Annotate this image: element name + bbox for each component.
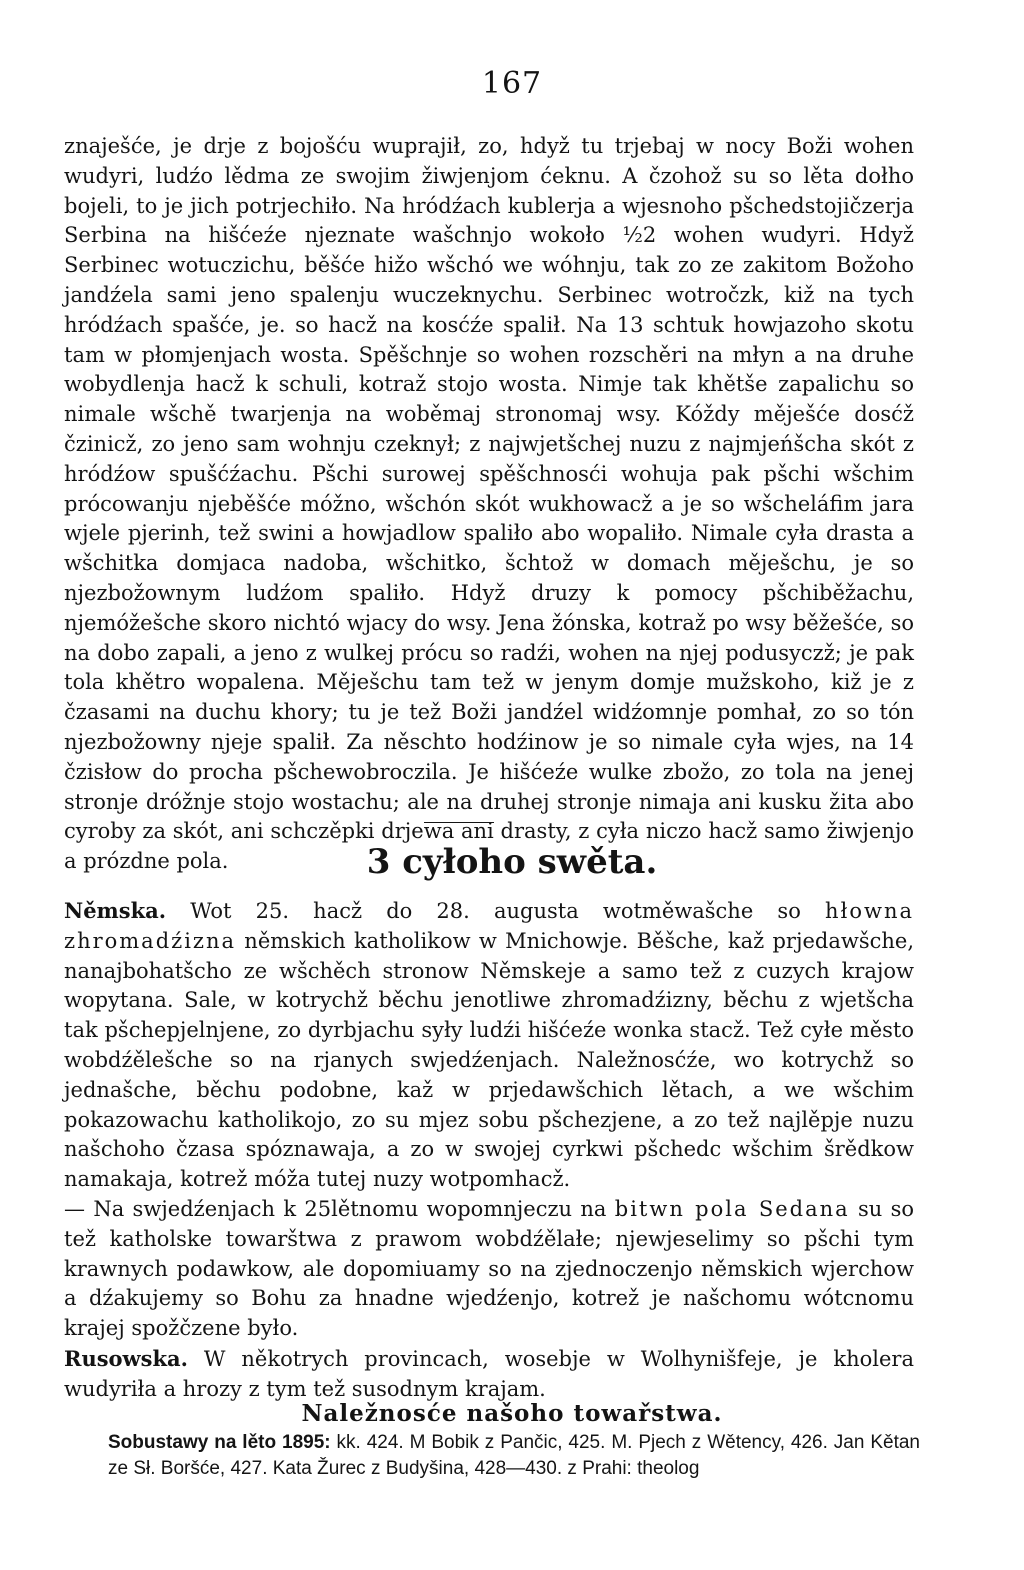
germany-text-c: — Na swjedźenjach k 25lětnomu wopomnjeczu na xyxy=(64,1196,615,1221)
country-label-russia: Rusowska. xyxy=(64,1345,188,1371)
news-section xyxy=(64,896,914,1405)
section-heading: 3 cyłoho swěta. xyxy=(366,842,658,882)
footer-lead: Sobustawy na lěto 1895: xyxy=(108,1432,331,1453)
germany-text-d: su so tež katholske towarštwa z prawom wobdźělałe; njewjeselimy so pšchi tym krawnych podawkow, ale dopomiuamy so na zjednoczenjo němskich wjerchow a dźakujemy so Bohu za hnadne wjedźenjo, kotrež je našchomu wótcnomu krajej spožčzene było. xyxy=(64,1196,915,1341)
germany-text-spaced: hłowna zhromadźizna xyxy=(64,899,914,953)
footer-text xyxy=(108,1430,920,1482)
footer-members: kk. 424. M Bobik z Pančic, 425. M. Pjech z Wětency, 426. Jan Kětan ze Sł. Boršće, 427. Kata Žurec z Budyšina, 428—430. z Prahi: theolog xyxy=(108,1432,920,1479)
germany-text-a: Wot 25. hacž do 28. augusta wotměwašche so xyxy=(190,899,825,923)
page-number: 167 xyxy=(481,66,543,101)
germany-text-spaced-2: bitwn pola Sedana xyxy=(614,1196,850,1221)
section-divider xyxy=(424,822,494,823)
germany-text-b: němskich katholikow w Mnichowje. Běšche, kaž prjedawšche, nanajbohatšcho ze wšchěch stronow Němskeje a samo tež z cuzych krajow wopytana. Sale, w kotrychž běchu jenotliwe zhromadźizny, běchu z wjetšcha tak pšchepjelnjene, zo dyrbjachu syły ludźi hišćeźe wonka stacž. Tež cyłe město wobdźělešche so na rjanych swjedźenjach. Naležnosćźe, wo kotrychž so jednašche, běchu podobne, kaž w prjedawšchich lětach, a we wšchim pokazowachu katholikojo, zo su mjez sobu pšchezjene, a zo tež najlěpje nuzu našchoho čzasa spóznawaja, a zo w swojej cyrkwi pšchedc wšchim šrědkow namakaja, kotrež móža tutej nuzy wotpomhacž. xyxy=(64,928,914,1192)
russia-paragraph xyxy=(64,1344,914,1405)
germany-paragraph xyxy=(64,896,914,1195)
country-label-germany: Němska. xyxy=(64,898,167,923)
russia-text: W někotrych provincach, wosebje w Wolhynišfeje, je kholera wudyriła a hrozy z tym tež susodnym krajam. xyxy=(64,1346,914,1401)
footer-heading: Naležnosće našoho towařstwa. xyxy=(301,1400,723,1427)
germany-paragraph-2 xyxy=(64,1195,914,1344)
article-paragraph: znaješće, je drje z bojošću wuprajił, zo, hdyž tu trjebaj w nocy Boži wohen wudyri, ludźo lědma ze swojim žiwjenjom ćeknu. A čzohož su so lěta dołho bojeli, to je jich potrjechiło. Na hródźach kublerja a wjesnoho pšchedstojičzerja Serbina na hišćeźe njeznate wašchnjo wokoło ½2 wohen wudyri. Hdyž Serbinec wotuczichu, běšće hižo wšchó we wóhnju, tak zo ze zakitom Božoho jandźela sami jeno spalenju wuczeknychu. Serbinec wotročzk, kiž na tych hródźach spašće, je. so hacž na kosćźe spalił. Na 13 schtuk howjazoho skotu tam w płomjenjach wosta. Spěšchnje so wohen rozschěri na młyn a na druhe wobydlenja hacž k schuli, kotraž stojo wosta. Nimje tak khětše zapalichu so nimale wšchě twarjenja na woběmaj stronomaj wsy. Kóždy měješće dosćž čzinicž, zo jeno sam wohnju czeknył; z najwjetšchej nuzu z najmjeńšcha skót z hródźow spušćźachu. Pšchi surowej spěšchnosći wohuja pak pšchi wšchim prócowanju njeběšće móžno, wšchón skót wukhowacž a je so wšcheláfim jara wjele pjerinh, tež swini a howjadlow spaliło abo wopaliło. Nimale cyła drasta a wšchitka domjaca nadoba, wšchitko, šchtož w domach měješchu, je so njezbožownym ludźom spaliło. Hdyž druzy k pomocy pšchiběžachu, njemóžešche skoro nichtó wjacy do wsy. Jena žónska, kotraž po wsy běžešće, so na dobo zapali, a jeno z wulkej prócu so radźi, wohen na njej podusyczž; je pak tola khětro wopalena. Měješchu tam tež w jenym domje mužskoho, kiž je z čzasami na duchu khory; tu je tež Boži jandźel widźomnje pomhał, zo so tón njezbožowny njeje spalił. Za něschto hodźinow je so nimale cyła wjes, na 14 čzisłow do procha pšchewobroczila. Je hišćeźe wulke zbožo, zo tola na jenej stronje dróžnje stojo wostachu; ale na druhej stronje nimaja ani kusku žita abo cyroby za skót, ani schczěpki drjewa ani drasty, z cyła niczo hacž samo žiwjenjo a prózdne pola. xyxy=(64,134,914,874)
article-text xyxy=(64,132,914,877)
